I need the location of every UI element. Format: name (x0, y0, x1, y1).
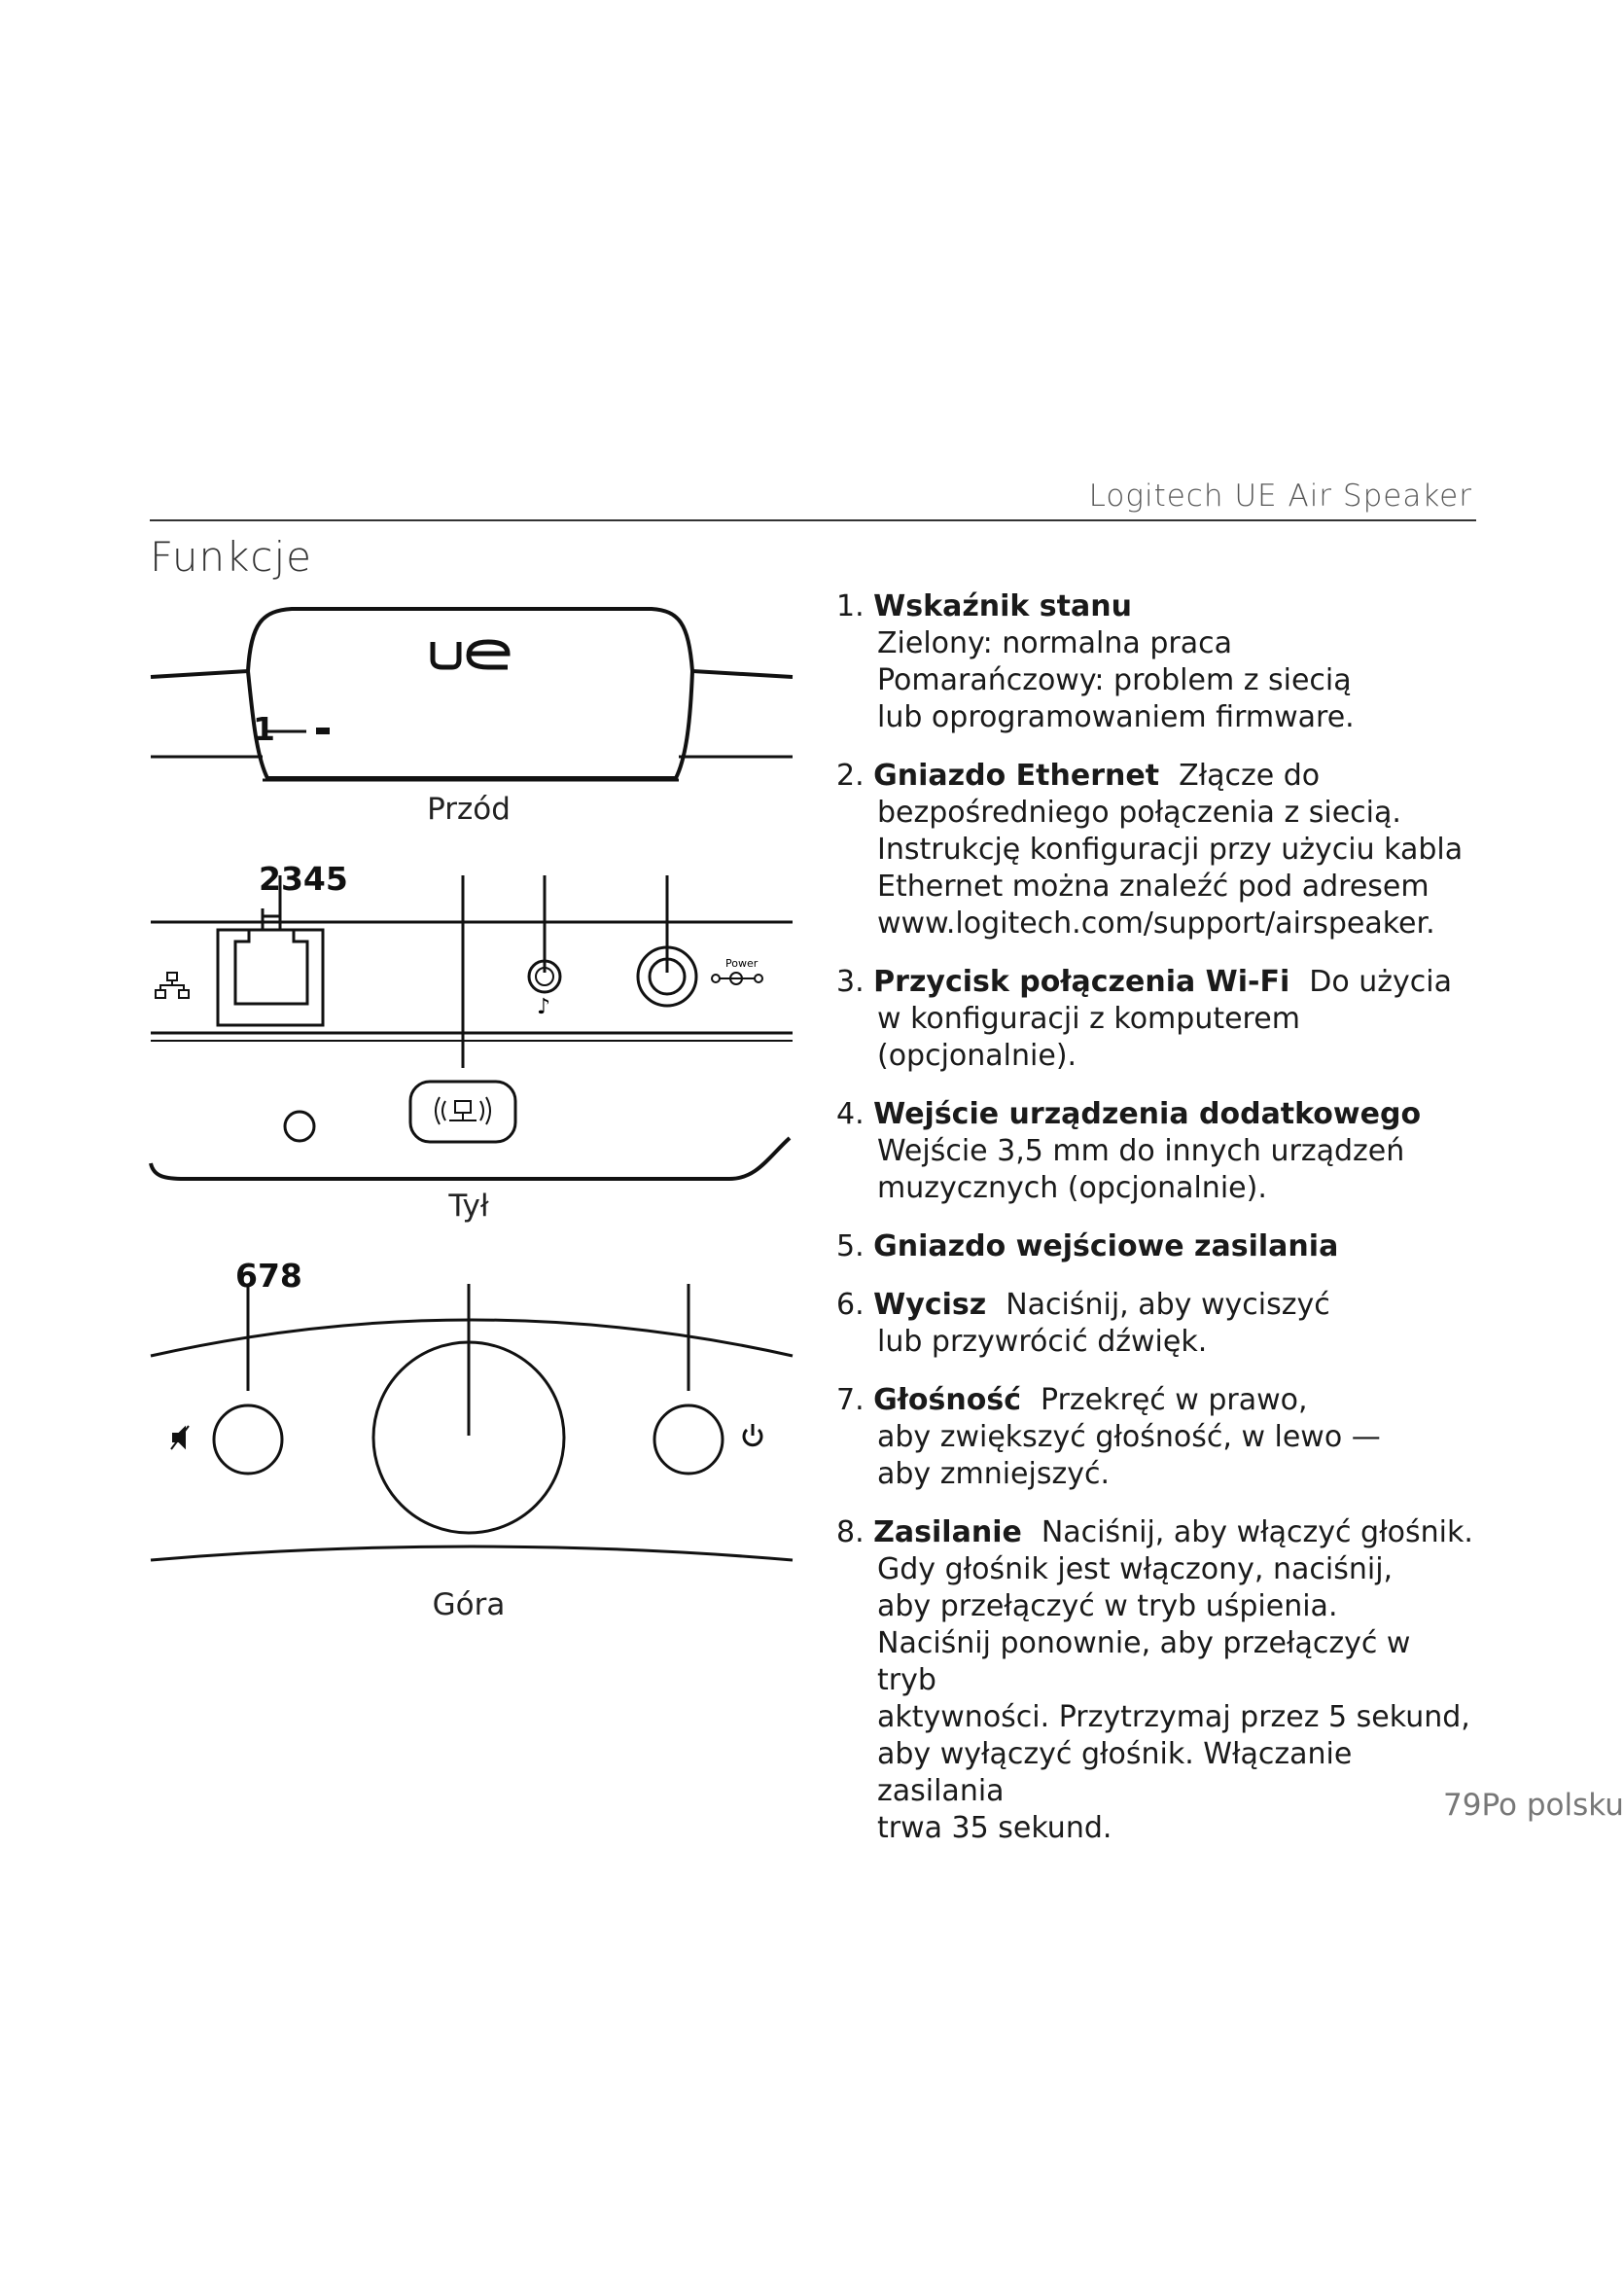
power-icon (744, 1424, 761, 1445)
callout-2345: 2345 (259, 860, 348, 898)
power-button (654, 1405, 723, 1474)
footer-language: Po polsku (1481, 1788, 1624, 1823)
wifi-computer-icon (436, 1097, 490, 1124)
front-body-outline (151, 609, 793, 677)
feature-4: 4. Wejście urządzenia dodatkowego Wejście 3,5 mm do innych urządzeń muzycznych (opcjonalnie). (836, 1097, 1422, 1205)
status-led (316, 728, 330, 734)
page-title: Funkcje (150, 533, 313, 581)
reset-hole (285, 1112, 314, 1141)
product-title: Logitech UE Air Speaker (1088, 479, 1472, 514)
feature-2: 2. Gniazdo Ethernet Złącze do bezpośredniego połączenia z siecią. Instrukcję konfiguracji przy użyciu kabla Ethernet można znaleźć pod adresem www.logitech.com/support/airspeaker. (836, 759, 1464, 941)
feature-7: 7. Głośność Przekręć w prawo, aby zwiększyć głośność, w lewo — aby zmniejszyć. (836, 1383, 1381, 1491)
mute-icon (171, 1426, 189, 1449)
header-rule (150, 519, 1476, 521)
feature-6: 6. Wycisz Naciśnij, aby wyciszyć lub przywrócić dźwięk. (836, 1288, 1330, 1359)
callout-1: 1 (253, 710, 275, 748)
music-note-icon: ♪ (537, 995, 551, 1019)
caption-top: Góra (432, 1587, 506, 1622)
front-body-bottom (248, 671, 692, 778)
callout-678: 678 (235, 1257, 302, 1295)
feature-8: 8. Zasilanie Naciśnij, aby włączyć głośnik. Gdy głośnik jest włączony, naciśnij, aby przełączyć w tryb uśpienia. Naciśnij ponownie, aby przełączyć w tryb aktywności. Przytrzymaj przez 5 sekund, aby wyłączyć głośnik. Włączanie zasilania trwa 35 sekund. (836, 1515, 1473, 1845)
ue-logo (433, 642, 508, 667)
mute-button (214, 1405, 282, 1474)
front-diagram (146, 603, 797, 798)
feature-list (836, 588, 1478, 1868)
power-label: Power (725, 957, 759, 970)
feature-3: 3. Przycisk połączenia Wi-Fi Do użycia w konfiguracji z komputerem (opcjonalnie). (836, 965, 1452, 1073)
feature-5: 5. Gniazdo wejściowe zasilania (836, 1229, 1339, 1263)
power-plug-icon (712, 973, 762, 984)
back-diagram (146, 895, 797, 1187)
page-number: 79 (1443, 1788, 1482, 1823)
feature-1: 1. Wskaźnik stanu Zielony: normalna praca Pomarańczowy: problem z siecią lub oprogramowaniem firmware. (836, 589, 1355, 734)
caption-front: Przód (427, 792, 511, 827)
top-diagram (146, 1294, 797, 1585)
page-footer (1443, 1788, 1624, 1823)
ethernet-icon (156, 973, 189, 998)
caption-back: Tył (448, 1189, 489, 1224)
